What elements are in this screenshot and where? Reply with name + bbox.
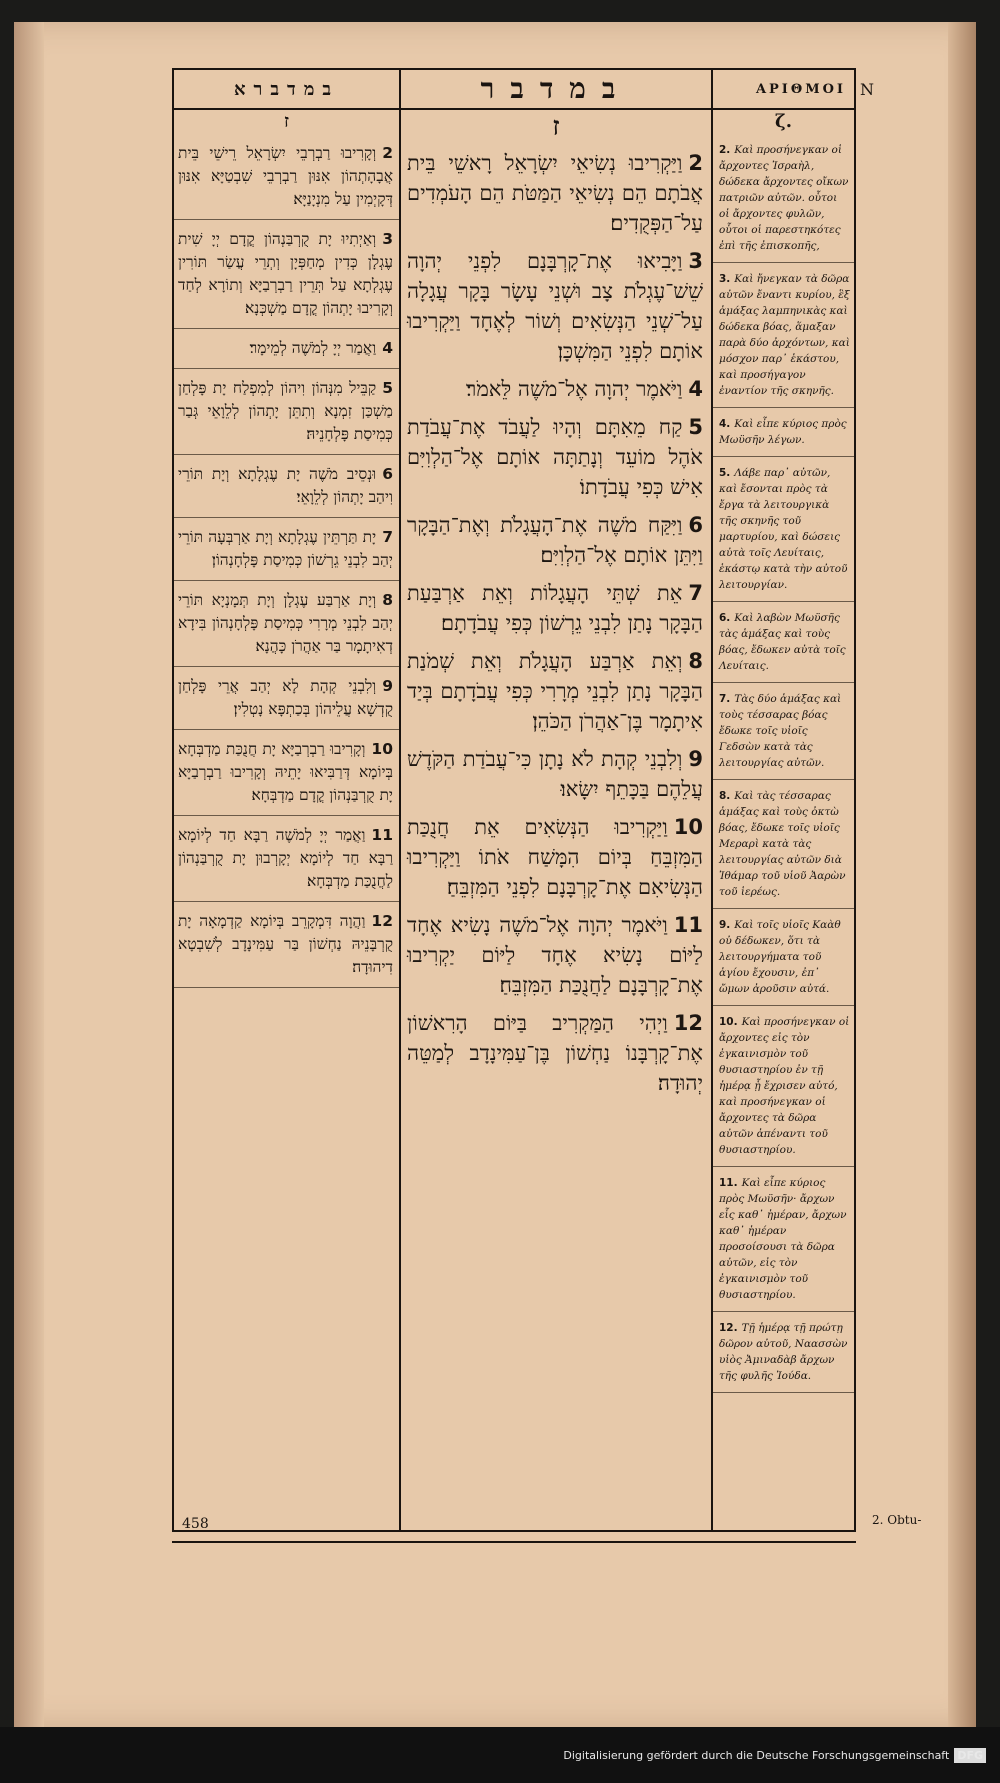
verse-text: וְיָת אַרְבַּע עֶגְלָן וְיָת תְּמָנְיָא תּוֹרֵי יְהַב לִבְנֵי מְרָרִי כְּמִיסַת פָּלְחָנְהוֹן בִּידָא דְאִיתָמָר בַּר אַהֲרֹן כָּהֲנָא׃ [178, 591, 393, 655]
verse-text: וַיֹּאמֶר יְהוָה אֶל־מֹשֶׁה נָשִׂיא אֶחָד לַיּוֹם נָשִׂיא אֶחָד לַיּוֹם יַקְרִיבוּ אֶת־קָרְבָּנָם לַחֲנֻכַּת הַמִּזְבֵּחַ׃ [407, 913, 703, 997]
verse-number: 3 [382, 230, 393, 248]
greek-column [713, 70, 854, 1393]
verse-text: וַיֹּאמֶר יְהוָה אֶל־מֹשֶׁה לֵּאמֹר׃ [466, 377, 683, 401]
verse-number: 6 [382, 465, 393, 483]
greek-verse [713, 134, 854, 263]
aramaic-header: במדברא [174, 70, 399, 110]
greek-chapter-number: ζ. [775, 111, 792, 132]
hebrew-verse-list [401, 144, 711, 1102]
aramaic-verse [174, 455, 399, 518]
footer-text: Digitalisierung gefördert durch die Deutsche Forschungsgemeinschaft [563, 1748, 950, 1762]
greek-verse [713, 1312, 854, 1393]
hebrew-header: במדבר [401, 70, 711, 110]
verse-number: 9 [382, 677, 393, 695]
greek-verse [713, 909, 854, 1006]
hebrew-verse [401, 144, 711, 242]
hebrew-verse [401, 574, 711, 642]
greek-verse [713, 602, 854, 683]
text-frame [172, 68, 856, 1532]
aramaic-verse [174, 518, 399, 581]
dfg-logo: DFG [954, 1748, 986, 1763]
verse-number: 8 [382, 591, 393, 609]
verse-text: Καὶ εἶπε κύριος πρὸς Μωϋσῆν· ἄρχων εἷς καθ᾽ ἡμέραν, ἄρχων καθ᾽ ἡμέραν προσοίσουσι τὰ δῶρα αὐτῶν, εἰς τὸν ἐγκαινισμὸν τοῦ θυσιαστηρίου. [719, 1177, 847, 1301]
verse-text: וַהֲוָה דִּמְקָרֵב בְּיוֹמָא קַדְמָאָה יָת קֻרְבָּנֵיהּ נַחְשׁוֹן בַּר עַמִּינָדָב לְשִׁבְטָא דִיהוּדָה׃ [178, 912, 393, 976]
verse-number: 2 [688, 151, 703, 175]
verse-text: אֵת שְׁתֵּי הָעֲגָלוֹת וְאֵת אַרְבַּעַת הַבָּקָר נָתַן לִבְנֵי גֵרְשׁוֹן כְּפִי עֲבֹדָתָם׃ [407, 581, 703, 635]
verse-text: וְקָרִיבוּ רַבְרְבֵי יִשְׂרָאֵל רֵישֵׁי בֵּית אֲבָהָתְהוֹן אִנּוּן רַבְרְבֵי שִׁבְטַיָּא אִנּוּן דְּקָיְמִין עַל מִנְיָנַיָּא׃ [178, 144, 393, 208]
page-edge-right [948, 22, 976, 1727]
greek-header: ΑΡΙΘΜΟΙ [713, 70, 854, 110]
verse-text: Καὶ ἤνεγκαν τὰ δῶρα αὐτῶν ἔναντι κυρίου, ἓξ ἁμάξας λαμπηνικὰς καὶ δώδεκα βόας, ἅμαξαν παρὰ δύο ἀρχόντων, καὶ μόσχον παρ᾽ ἑκάστου, καὶ προσήγαγον ἐναντίον τῆς σκηνῆς. [719, 273, 850, 397]
verse-number: 5 [382, 379, 393, 397]
aramaic-chapter-number: ז [283, 111, 290, 132]
aramaic-verse [174, 902, 399, 988]
verse-text: וַאֲמַר יְיָ לְמֹשֶׁה לְמֵימָר׃ [249, 339, 377, 357]
verse-text: וַיַּקְרִיבוּ הַנְּשִׂאִים אֵת חֲנֻכַּת הַמִּזְבֵּחַ בְּיוֹם הִמָּשַׁח אֹתוֹ וַיַּקְרִיבוּ הַנְּשִׂיאִם אֶת־קָרְבָּנָם לִפְנֵי הַמִּזְבֵּחַ׃ [407, 815, 703, 899]
greek-verse [713, 1167, 854, 1312]
verse-text: Τὰς δύο ἁμάξας καὶ τοὺς τέσσαρας βόας ἔδωκε τοῖς υἱοῖς Γεδσὼν κατὰ τὰς λειτουργίας αὐτῶν. [719, 693, 842, 769]
verse-text: קַבֵּיל מִנְּהוֹן וִיהוֹן לְמִפְלַח יָת פָּלְחַן מַשְׁכַּן זִמְנָא וְתִתֵּן יָתְהוֹן לְלֵוָאֵי גְּבַר כְּמִיסַת פָּלְחָנֵיהּ׃ [178, 379, 393, 443]
verse-text: יָת תַּרְתֵּין עֶגְלָתָא וְיָת אַרְבְּעָה תּוֹרֵי יְהַב לִבְנֵי גֵרְשׁוֹן כְּמִיסַת פָּלְחָנְהוֹן׃ [178, 528, 393, 569]
verse-number: 3. [719, 273, 731, 285]
verse-text: Τῇ ἡμέρᾳ τῇ πρώτῃ δῶρον αὐτοῦ, Ναασσὼν υἱὸς Ἀμιναδὰβ ἄρχων τῆς φυλῆς Ἰούδα. [719, 1322, 848, 1382]
hebrew-verse [401, 408, 711, 506]
hebrew-chapter-number: ז [552, 112, 560, 142]
verse-text: וְלִבְנֵי קְהָת לָא יְהַב אֲרֵי פָּלְחַן קֻדְשָׁא עֲלֵיהוֹן בְּכַתְפָּא נָטְלִין׃ [178, 677, 393, 718]
verse-number: 10. [719, 1016, 738, 1028]
verse-text: Καὶ προσήνεγκαν οἱ ἄρχοντες εἰς τὸν ἐγκαινισμὸν τοῦ θυσιαστηρίου ἐν τῇ ἡμέρᾳ ᾗ ἔχρισεν αὐτό, καὶ προσήνεγκαν οἱ ἄρχοντες τὰ δῶρα αὐτῶν ἀπέναντι τοῦ θυσιαστηρίου. [719, 1016, 850, 1156]
aramaic-verse [174, 667, 399, 730]
verse-number: 12. [719, 1322, 738, 1334]
top-right-mark: N [860, 80, 874, 99]
verse-text: Καὶ τοῖς υἱοῖς Καὰθ οὐ δέδωκεν, ὅτι τὰ λειτουργήματα τοῦ ἁγίου ἔχουσιν, ἐπ᾽ ὤμων ἀροῦσιν αὐτά. [719, 919, 841, 995]
aramaic-verse [174, 816, 399, 902]
hebrew-verse [401, 242, 711, 370]
page-gutter-left [14, 22, 44, 1727]
verse-text: וַיְהִי הַמַּקְרִיב בַּיּוֹם הָרִאשׁוֹן אֶת־קָרְבָּנוֹ נַחְשׁוֹן בֶּן־עַמִּינָדָב לְמַטֵּה יְהוּדָה׃ [407, 1011, 703, 1095]
greek-verse [713, 1006, 854, 1167]
verse-number: 8 [688, 649, 703, 673]
verse-number: 6 [688, 513, 703, 537]
verse-text: וּנְסֵיב מֹשֶׁה יָת עֶגְלָתָא וְיָת תּוֹרֵי וִיהַב יָתְהוֹן לְלֵוָאֵי׃ [178, 465, 393, 506]
verse-number: 6. [719, 612, 731, 624]
greek-verse-list [713, 134, 854, 1393]
verse-text: Καὶ εἶπε κύριος πρὸς Μωϋσῆν λέγων. [719, 418, 847, 446]
verse-number: 4. [719, 418, 731, 430]
greek-verse [713, 683, 854, 780]
catchword: 2. Obtu- [872, 1513, 922, 1527]
hebrew-verse [401, 1004, 711, 1102]
hebrew-verse [401, 370, 711, 408]
verse-number: 11 [371, 826, 393, 844]
verse-number: 11. [719, 1177, 738, 1189]
page-number: 458 [182, 1516, 209, 1532]
verse-number: 4 [382, 339, 393, 357]
verse-number: 10 [673, 815, 703, 839]
greek-verse [713, 408, 854, 457]
verse-text: וְאַיְתִיוּ יָת קֻרְבַּנְהוֹן קֳדָם יְיָ שִׁית עֶגְלָן כְּדִין מְחַפְּיָן וְתְרֵי עֲשַׂר תּוֹרִין עֶגְלְתָא עַל תְּרֵין רַבְרְבַיָּא וְתוֹרָא לְחַד וְקָרִיבוּ יָתְהוֹן קֳדָם מַשְׁכְּנָא׃ [178, 230, 393, 317]
verse-number: 12 [371, 912, 393, 930]
verse-number: 7 [688, 581, 703, 605]
hebrew-verse [401, 506, 711, 574]
verse-number: 11 [673, 913, 703, 937]
verse-number: 2. [719, 144, 731, 156]
verse-number: 12 [673, 1011, 703, 1035]
aramaic-column [174, 70, 399, 988]
greek-verse [713, 457, 854, 602]
footer-rule [172, 1541, 856, 1543]
verse-number: 9. [719, 919, 731, 931]
greek-verse [713, 780, 854, 909]
verse-number: 7 [382, 528, 393, 546]
verse-number: 9 [688, 747, 703, 771]
aramaic-verse [174, 581, 399, 667]
verse-text: וְקָרִיבוּ רַבְרְבַיָּא יָת חֲנֻכַּת מַדְבְּחָא בְּיוֹמָא דְּרַבִּיאוּ יָתֵיהּ וְקָרִיבוּ רַבְרְבַיָּא יָת קֻרְבַּנְהוֹן קֳדָם מַדְבְּחָא׃ [178, 740, 393, 804]
hebrew-verse [401, 740, 711, 808]
verse-text: Καὶ τὰς τέσσαρας ἁμάξας καὶ τοὺς ὀκτὼ βόας, ἔδωκε τοῖς υἱοῖς Μεραρὶ κατὰ τὰς λειτουργίας αὐτῶν διὰ Ἰθάμαρ τοῦ υἱοῦ Ἀαρὼν τοῦ ἱερέως. [719, 790, 846, 898]
hebrew-verse [401, 906, 711, 1004]
greek-verse [713, 263, 854, 408]
hebrew-verse [401, 642, 711, 740]
verse-text: Λάβε παρ᾽ αὐτῶν, καὶ ἔσονται πρὸς τὰ ἔργα τὰ λειτουργικὰ τῆς σκηνῆς τοῦ μαρτυρίου, καὶ δώσεις αὐτὰ τοῖς Λευίταις, ἑκάστῳ κατὰ τὴν αὐτοῦ λειτουργίαν. [719, 467, 848, 591]
aramaic-verse [174, 369, 399, 455]
verse-number: 7. [719, 693, 731, 705]
verse-number: 4 [688, 377, 703, 401]
digitization-footer [0, 1727, 1000, 1783]
verse-number: 5. [719, 467, 731, 479]
aramaic-verse [174, 220, 399, 329]
verse-text: וְלִבְנֵי קְהָת לֹא נָתָן כִּי־עֲבֹדַת הַקֹּדֶשׁ עֲלֵהֶם בַּכָּתֵף יִשָּׂאוּ׃ [407, 747, 703, 801]
aramaic-verse [174, 730, 399, 816]
verse-number: 10 [371, 740, 393, 758]
verse-number: 8. [719, 790, 731, 802]
hebrew-column [401, 70, 711, 1102]
aramaic-verse-list [174, 134, 399, 988]
verse-text: וַיָּבִיאוּ אֶת־קָרְבָּנָם לִפְנֵי יְהוָה שֵׁשׁ־עֶגְלֹת צָב וּשְׁנֵי עָשָׂר בָּקָר עֲגָלָה עַל־שְׁנֵי הַנְּשִׂאִים וְשׁוֹר לְאֶחָד וַיַּקְרִיבוּ אוֹתָם לִפְנֵי הַמִּשְׁכָּן׃ [407, 249, 703, 363]
verse-text: Καὶ προσήνεγκαν οἱ ἄρχοντες Ἰσραὴλ, δώδεκα ἄρχοντες οἴκων πατριῶν αὐτῶν. οὗτοι οἱ ἄρχοντες φυλῶν, οὗτοι οἱ παρεστηκότες ἐπὶ τῆς ἐπισκοπῆς, [719, 144, 849, 252]
aramaic-verse [174, 134, 399, 220]
verse-number: 5 [688, 415, 703, 439]
verse-number: 2 [382, 144, 393, 162]
verse-text: קַח מֵאִתָּם וְהָיוּ לַעֲבֹד אֶת־עֲבֹדַת אֹהֶל מוֹעֵד וְנָתַתָּה אוֹתָם אֶל־הַלְוִיִּם אִישׁ כְּפִי עֲבֹדָתוֹ׃ [407, 415, 703, 499]
verse-text: וַיִּקַּח מֹשֶׁה אֶת־הָעֲגָלֹת וְאֶת־הַבָּקָר וַיִּתֵּן אוֹתָם אֶל־הַלְוִיִּם׃ [407, 513, 703, 567]
verse-number: 3 [688, 249, 703, 273]
verse-text: Καὶ λαβὼν Μωϋσῆς τὰς ἁμάξας καὶ τοὺς βόας, ἔδωκεν αὐτὰ τοῖς Λευίταις. [719, 612, 846, 672]
hebrew-verse [401, 808, 711, 906]
verse-text: וַיַּקְרִיבוּ נְשִׂיאֵי יִשְׂרָאֵל רָאשֵׁי בֵּית אֲבֹתָם הֵם נְשִׂיאֵי הַמַּטֹּת הֵם הָעֹמְדִים עַל־הַפְּקֻדִים׃ [407, 151, 703, 235]
verse-text: וַאֲמַר יְיָ לְמֹשֶׁה רַבָּא חַד לְיוֹמָא רַבָּא חַד לְיוֹמָא יְקָרְבוּן יָת קֻרְבַּנְהוֹן לַחֲנֻכַּת מַדְבְּחָא׃ [178, 826, 393, 890]
aramaic-verse [174, 329, 399, 369]
verse-text: וְאֵת אַרְבַּע הָעֲגָלֹת וְאֵת שְׁמֹנַת הַבָּקָר נָתַן לִבְנֵי מְרָרִי כְּפִי עֲבֹדָתָם בְּיַד אִיתָמָר בֶּן־אַהֲרֹן הַכֹּהֵן׃ [407, 649, 703, 733]
